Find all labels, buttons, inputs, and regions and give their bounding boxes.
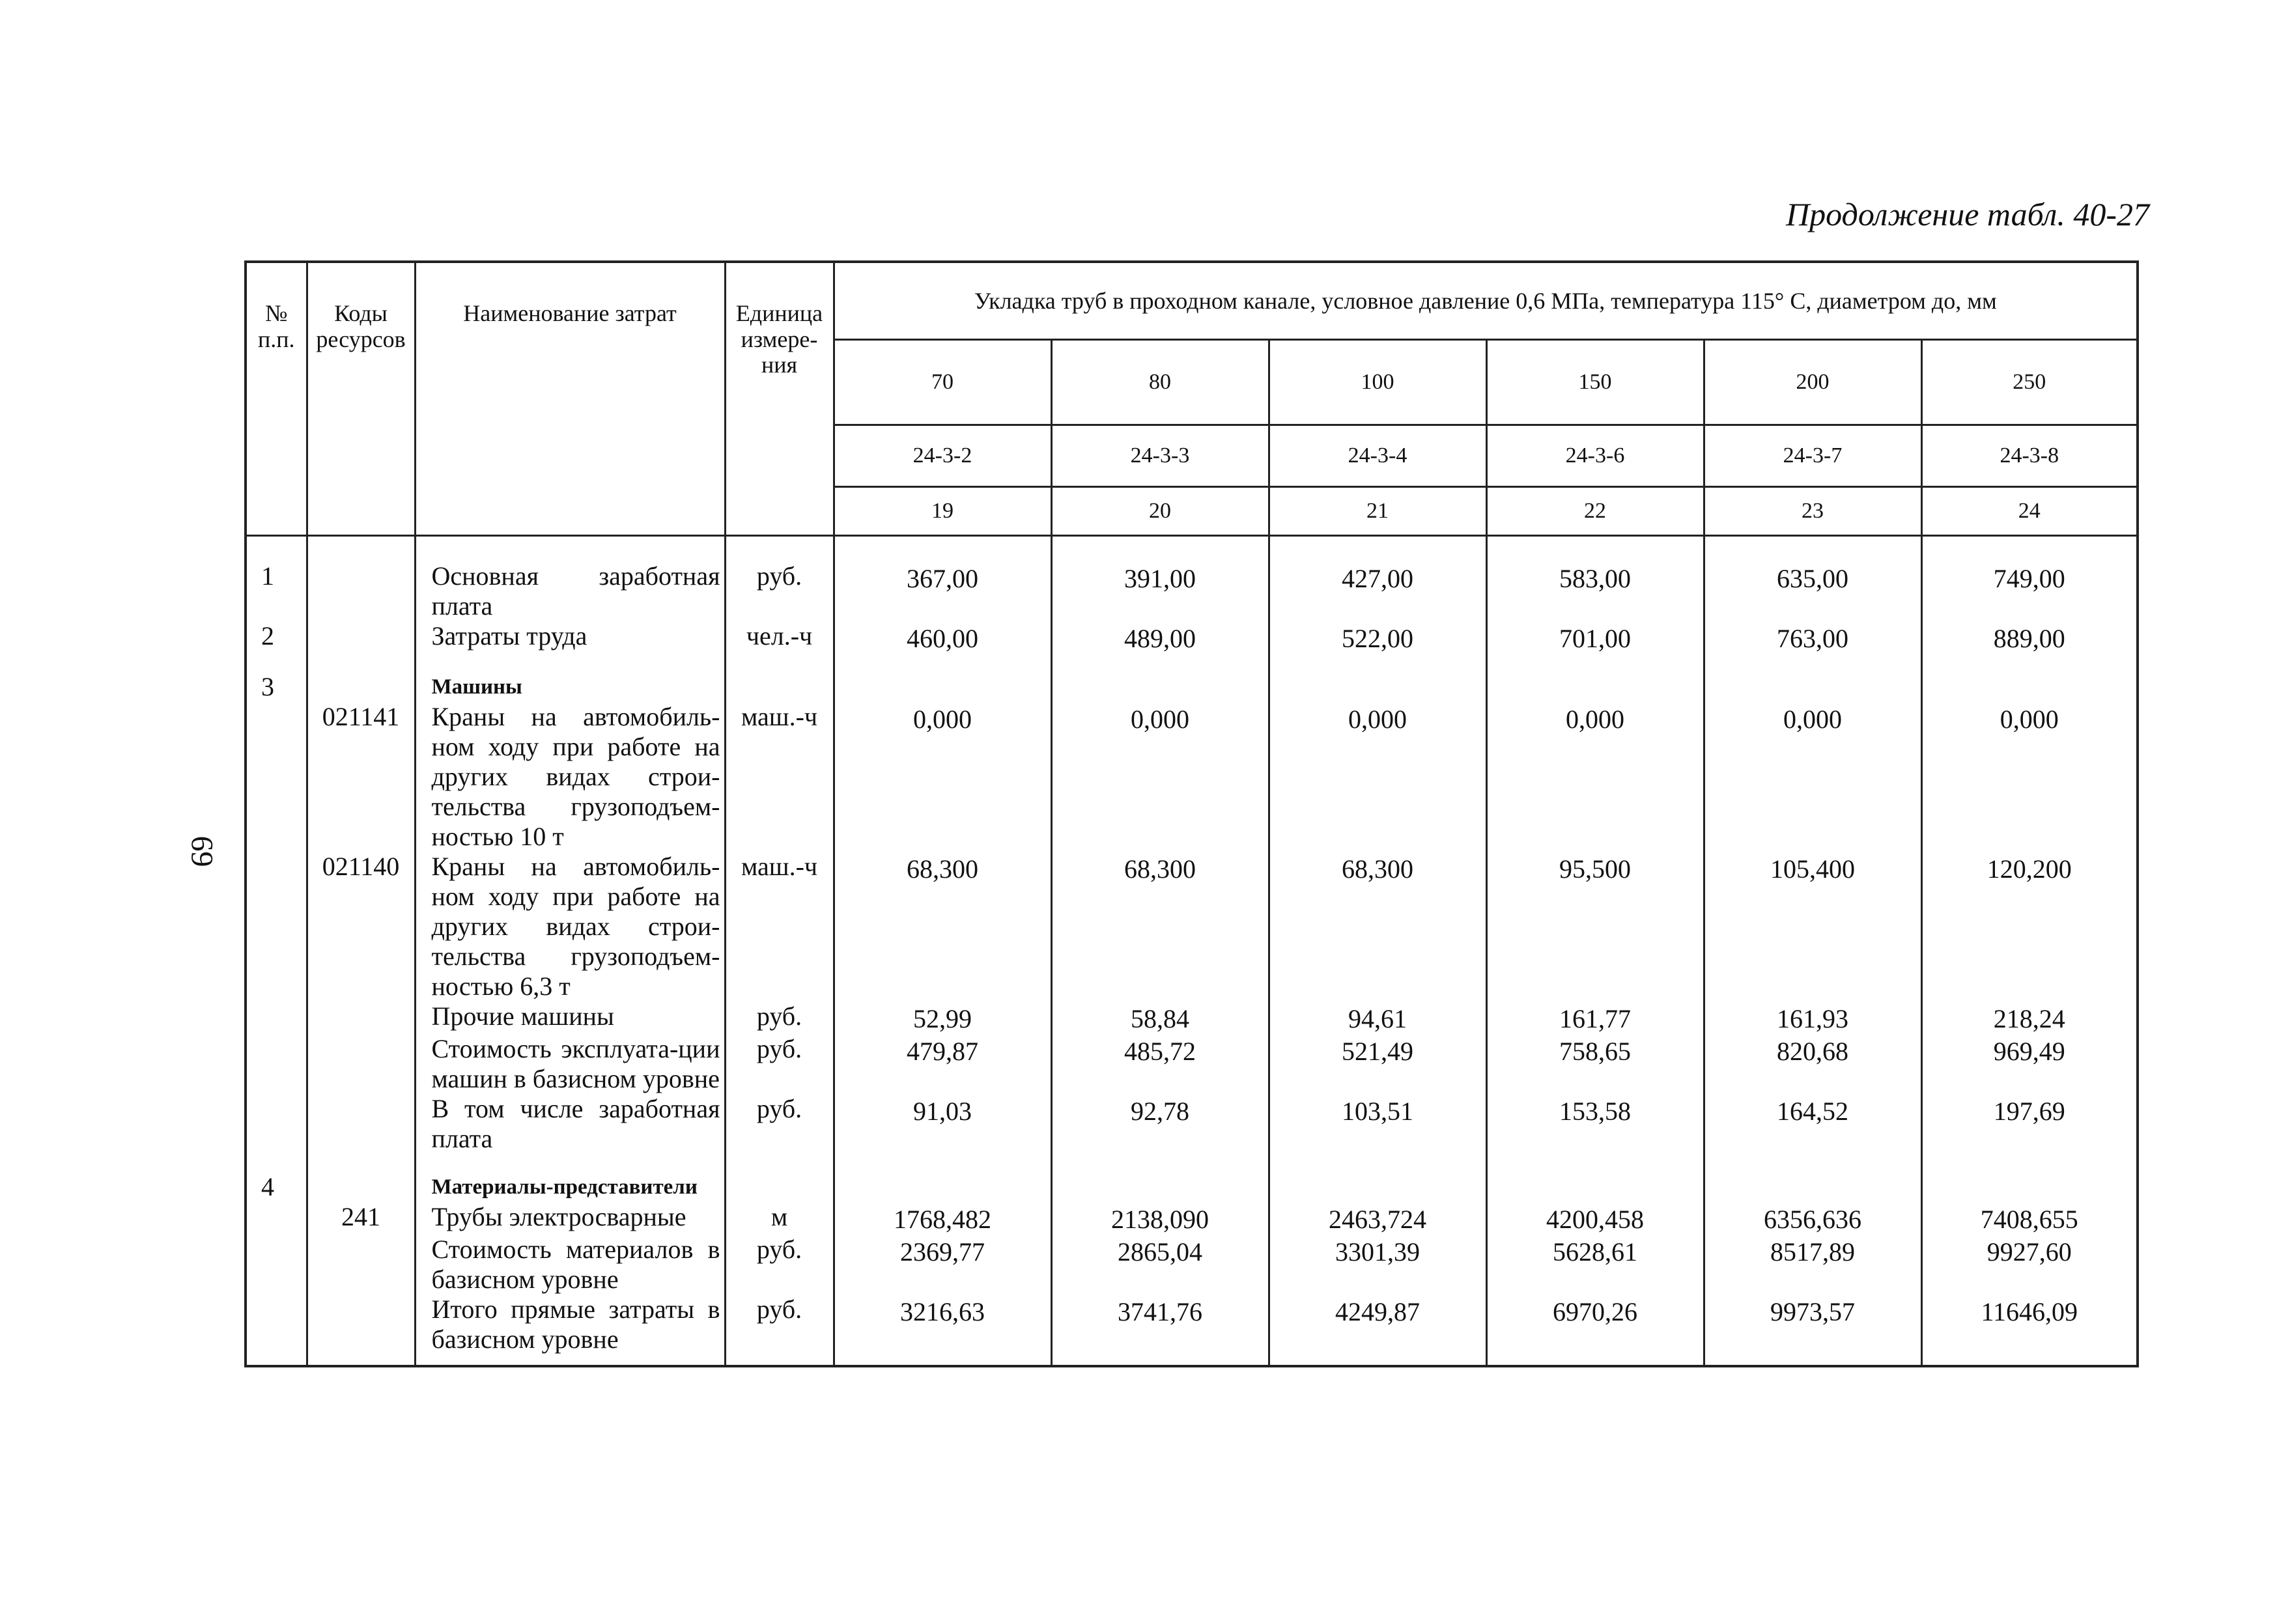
header-unit: Единица измере-ния xyxy=(725,262,834,536)
header-norm-code: 24-3-3 xyxy=(1051,425,1269,487)
cost-name: Основная заработная плата xyxy=(415,561,725,621)
table-caption: Продолжение табл. 40-27 xyxy=(1786,196,2149,232)
unit-of-measure xyxy=(725,1154,834,1202)
value-cell xyxy=(1051,1154,1269,1202)
value-cell xyxy=(834,1154,1051,1202)
value-cell: 0,000 xyxy=(1051,702,1269,852)
cost-name: В том числе заработная плата xyxy=(415,1094,725,1154)
value-cell: 164,52 xyxy=(1704,1094,1921,1154)
unit-of-measure: руб. xyxy=(725,1094,834,1154)
row-number xyxy=(246,1001,307,1034)
cost-name: Прочие машины xyxy=(415,1001,725,1034)
section-title: Машины xyxy=(415,654,725,702)
value-cell: 0,000 xyxy=(1269,702,1486,852)
value-cell xyxy=(1051,654,1269,702)
unit-of-measure: руб. xyxy=(725,1235,834,1295)
cost-name: Затраты труда xyxy=(415,621,725,654)
value-cell: 6356,636 xyxy=(1704,1202,1921,1235)
value-cell: 485,72 xyxy=(1051,1034,1269,1094)
table-row xyxy=(246,1295,2138,1366)
resource-code xyxy=(307,561,415,621)
header-diameter: 250 xyxy=(1921,340,2138,425)
header-column-index: 24 xyxy=(1921,487,2138,536)
header-diameter: 200 xyxy=(1704,340,1921,425)
resource-code xyxy=(307,1034,415,1094)
value-cell: 218,24 xyxy=(1921,1001,2138,1034)
cost-name: Стоимость материалов в базисном уровне xyxy=(415,1235,725,1295)
value-cell: 2138,090 xyxy=(1051,1202,1269,1235)
value-cell: 889,00 xyxy=(1921,621,2138,654)
table-row xyxy=(246,1154,2138,1202)
value-cell xyxy=(1704,654,1921,702)
value-cell: 2865,04 xyxy=(1051,1235,1269,1295)
value-cell: 68,300 xyxy=(1269,852,1486,1001)
cost-name: Итого прямые затраты в базисном уровне xyxy=(415,1295,725,1366)
value-cell: 4249,87 xyxy=(1269,1295,1486,1366)
table-row xyxy=(246,1001,2138,1034)
value-cell xyxy=(1269,1154,1486,1202)
value-cell: 3301,39 xyxy=(1269,1235,1486,1295)
value-cell: 68,300 xyxy=(1051,852,1269,1001)
unit-of-measure: м xyxy=(725,1202,834,1235)
value-cell: 427,00 xyxy=(1269,561,1486,621)
value-cell: 197,69 xyxy=(1921,1094,2138,1154)
unit-of-measure: чел.-ч xyxy=(725,621,834,654)
value-cell: 479,87 xyxy=(834,1034,1051,1094)
page-number: 69 xyxy=(184,835,219,867)
header-name: Наименование затрат xyxy=(415,262,725,536)
resource-code: 021141 xyxy=(307,702,415,852)
header-span-title: Укладка труб в проходном канале, условное давление 0,6 МПа, температура 115° С, диаметром до, мм xyxy=(834,262,2138,340)
resource-code xyxy=(307,1295,415,1366)
cost-name: Краны на автомобиль-ном ходу при работе на других видах строи-тельства грузоподъем-ностью 10 т xyxy=(415,702,725,852)
value-cell: 4200,458 xyxy=(1486,1202,1704,1235)
table-row xyxy=(246,852,2138,1001)
header-norm-code: 24-3-7 xyxy=(1704,425,1921,487)
resource-code xyxy=(307,1154,415,1202)
table-header xyxy=(246,262,2138,536)
value-cell: 758,65 xyxy=(1486,1034,1704,1094)
table-row xyxy=(246,621,2138,654)
value-cell: 9927,60 xyxy=(1921,1235,2138,1295)
resource-code xyxy=(307,654,415,702)
value-cell: 1768,482 xyxy=(834,1202,1051,1235)
value-cell: 0,000 xyxy=(1486,702,1704,852)
header-diameter: 80 xyxy=(1051,340,1269,425)
value-cell: 91,03 xyxy=(834,1094,1051,1154)
cost-name: Стоимость эксплуата-ции машин в базисном уровне xyxy=(415,1034,725,1094)
header-norm-code: 24-3-6 xyxy=(1486,425,1704,487)
value-cell: 2463,724 xyxy=(1269,1202,1486,1235)
value-cell: 7408,655 xyxy=(1921,1202,2138,1235)
value-cell: 0,000 xyxy=(1704,702,1921,852)
spacer-row xyxy=(246,536,2138,562)
unit-of-measure xyxy=(725,654,834,702)
unit-of-measure: маш.-ч xyxy=(725,852,834,1001)
value-cell: 68,300 xyxy=(834,852,1051,1001)
value-cell xyxy=(1704,1154,1921,1202)
unit-of-measure: руб. xyxy=(725,561,834,621)
resource-table-wrapper xyxy=(244,260,2139,1367)
header-norm-code: 24-3-4 xyxy=(1269,425,1486,487)
unit-of-measure: руб. xyxy=(725,1295,834,1366)
row-number: 1 xyxy=(246,561,307,621)
header-norm-code: 24-3-2 xyxy=(834,425,1051,487)
resource-code xyxy=(307,1001,415,1034)
row-number xyxy=(246,852,307,1001)
value-cell: 521,49 xyxy=(1269,1034,1486,1094)
value-cell xyxy=(1486,1154,1704,1202)
resource-code xyxy=(307,1235,415,1295)
header-column-index: 21 xyxy=(1269,487,1486,536)
value-cell: 583,00 xyxy=(1486,561,1704,621)
value-cell xyxy=(1269,654,1486,702)
value-cell: 120,200 xyxy=(1921,852,2138,1001)
header-column-index: 22 xyxy=(1486,487,1704,536)
value-cell: 701,00 xyxy=(1486,621,1704,654)
value-cell: 95,500 xyxy=(1486,852,1704,1001)
row-number: 4 xyxy=(246,1154,307,1202)
value-cell: 460,00 xyxy=(834,621,1051,654)
value-cell: 52,99 xyxy=(834,1001,1051,1034)
value-cell: 969,49 xyxy=(1921,1034,2138,1094)
value-cell: 0,000 xyxy=(1921,702,2138,852)
section-title: Материалы-представители xyxy=(415,1154,725,1202)
resource-code: 241 xyxy=(307,1202,415,1235)
value-cell: 94,61 xyxy=(1269,1001,1486,1034)
value-cell: 367,00 xyxy=(834,561,1051,621)
row-number xyxy=(246,1034,307,1094)
row-number: 3 xyxy=(246,654,307,702)
table-body xyxy=(246,536,2138,1367)
header-codes: Коды ресурсов xyxy=(307,262,415,536)
value-cell: 391,00 xyxy=(1051,561,1269,621)
value-cell: 522,00 xyxy=(1269,621,1486,654)
value-cell: 153,58 xyxy=(1486,1094,1704,1154)
value-cell: 9973,57 xyxy=(1704,1295,1921,1366)
value-cell: 103,51 xyxy=(1269,1094,1486,1154)
header-diameter: 70 xyxy=(834,340,1051,425)
cost-name: Краны на автомобиль-ном ходу при работе на других видах строи-тельства грузоподъем-ностью 6,3 т xyxy=(415,852,725,1001)
row-number xyxy=(246,1094,307,1154)
header-column-index: 19 xyxy=(834,487,1051,536)
value-cell: 5628,61 xyxy=(1486,1235,1704,1295)
table-row xyxy=(246,1202,2138,1235)
value-cell: 161,77 xyxy=(1486,1001,1704,1034)
value-cell: 2369,77 xyxy=(834,1235,1051,1295)
value-cell: 6970,26 xyxy=(1486,1295,1704,1366)
unit-of-measure: маш.-ч xyxy=(725,702,834,852)
header-norm-code: 24-3-8 xyxy=(1921,425,2138,487)
header-diameter: 150 xyxy=(1486,340,1704,425)
row-number xyxy=(246,1202,307,1235)
value-cell: 489,00 xyxy=(1051,621,1269,654)
table-row xyxy=(246,654,2138,702)
value-cell: 8517,89 xyxy=(1704,1235,1921,1295)
resource-table xyxy=(244,260,2139,1367)
unit-of-measure: руб. xyxy=(725,1001,834,1034)
row-number xyxy=(246,702,307,852)
header-column-index: 23 xyxy=(1704,487,1921,536)
header-diameter: 100 xyxy=(1269,340,1486,425)
row-number xyxy=(246,1295,307,1366)
header-column-index: 20 xyxy=(1051,487,1269,536)
unit-of-measure: руб. xyxy=(725,1034,834,1094)
value-cell: 820,68 xyxy=(1704,1034,1921,1094)
resource-code: 021140 xyxy=(307,852,415,1001)
table-row xyxy=(246,702,2138,852)
row-number: 2 xyxy=(246,621,307,654)
resource-code xyxy=(307,621,415,654)
value-cell: 635,00 xyxy=(1704,561,1921,621)
value-cell: 0,000 xyxy=(834,702,1051,852)
value-cell xyxy=(1921,1154,2138,1202)
value-cell xyxy=(834,654,1051,702)
value-cell: 105,400 xyxy=(1704,852,1921,1001)
header-no: № п.п. xyxy=(246,262,307,536)
row-number xyxy=(246,1235,307,1295)
value-cell: 58,84 xyxy=(1051,1001,1269,1034)
value-cell: 3741,76 xyxy=(1051,1295,1269,1366)
value-cell xyxy=(1921,654,2138,702)
table-row xyxy=(246,1094,2138,1154)
value-cell: 11646,09 xyxy=(1921,1295,2138,1366)
table-row xyxy=(246,561,2138,621)
value-cell: 763,00 xyxy=(1704,621,1921,654)
value-cell: 161,93 xyxy=(1704,1001,1921,1034)
value-cell: 3216,63 xyxy=(834,1295,1051,1366)
value-cell: 92,78 xyxy=(1051,1094,1269,1154)
resource-code xyxy=(307,1094,415,1154)
table-row xyxy=(246,1034,2138,1094)
cost-name: Трубы электросварные xyxy=(415,1202,725,1235)
value-cell xyxy=(1486,654,1704,702)
value-cell: 749,00 xyxy=(1921,561,2138,621)
table-row xyxy=(246,1235,2138,1295)
